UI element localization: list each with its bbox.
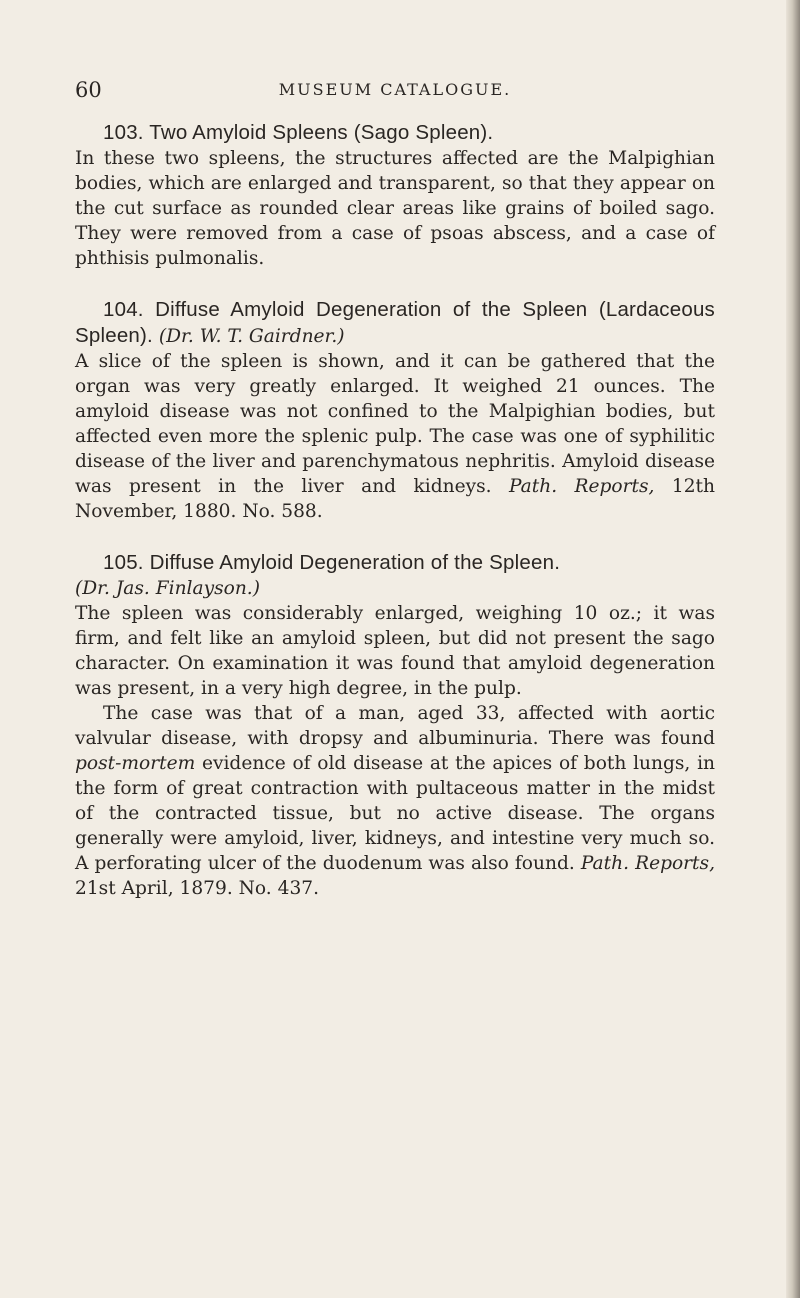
catalogue-entry-105 [75, 550, 715, 901]
page-header [75, 78, 715, 108]
page-body [75, 120, 715, 927]
entry-attribution: (Dr. W. T. Gairdner.) [158, 326, 345, 347]
entry-heading: 104. Diffuse Amyloid Degeneration of the Spleen (Lardaceous Spleen). [75, 298, 715, 347]
reference-journal: Path. Reports, [580, 853, 715, 874]
entry-paragraph [75, 297, 715, 524]
entry-paragraph [75, 120, 715, 271]
entry-text-italic: post-mortem [75, 753, 196, 774]
entry-paragraph [75, 550, 715, 701]
running-head: MUSEUM CATALOGUE. [278, 80, 512, 99]
entry-text: The spleen was considerably enlarged, weighing 10 oz.; it was firm, and felt like an amyloid spleen, but did not present the sago character. On examination it was found that amyloid degeneration was present, in a very high degree, in the pulp. [75, 603, 715, 699]
entry-heading: 103. Two Amyloid Spleens (Sago Spleen). [103, 121, 494, 144]
page-edge-shadow [786, 0, 800, 1298]
entry-paragraph-second [75, 701, 715, 901]
page-number: 60 [75, 78, 102, 102]
reference-details: 12th November, 1880. No. 588. [75, 476, 715, 522]
entry-heading: 105. Diffuse Amyloid Degeneration of the Spleen. [103, 551, 561, 574]
entry-text-part-b: evidence of old disease at the apices of both lungs, in the form of great contraction with pultaceous matter in the midst of the contracted tissue, but no active disease. The organs generally were amyloid, liver, kidneys, and intestine very much so. A perforating ulcer of the duodenum was also found. [75, 753, 715, 874]
entry-text-part-a: The case was that of a man, aged 33, affected with aortic valvular disease, with dropsy and albuminuria. There was found [75, 703, 715, 749]
catalogue-entry-104 [75, 297, 715, 524]
reference-details: 21st April, 1879. No. 437. [75, 878, 320, 899]
reference-journal: Path. Reports, [508, 476, 655, 497]
entry-text: In these two spleens, the structures affected are the Malpighian bodies, which are enlarged and transparent, so that they appear on the cut surface as rounded clear areas like grains of boiled sago. They were removed from a case of psoas abscess, and a case of phthisis pulmonalis. [75, 148, 715, 269]
entry-text: A slice of the spleen is shown, and it can be gathered that the organ was very greatly enlarged. It weighed 21 ounces. The amyloid disease was not confined to the Malpighian bodies, but affected even more the splenic pulp. The case was one of syphilitic disease of the liver and parenchymatous nephritis. Amyloid disease was present in the liver and kidneys. [75, 351, 715, 497]
catalogue-entry-103 [75, 120, 715, 271]
entry-attribution: (Dr. Jas. Finlayson.) [75, 578, 260, 599]
